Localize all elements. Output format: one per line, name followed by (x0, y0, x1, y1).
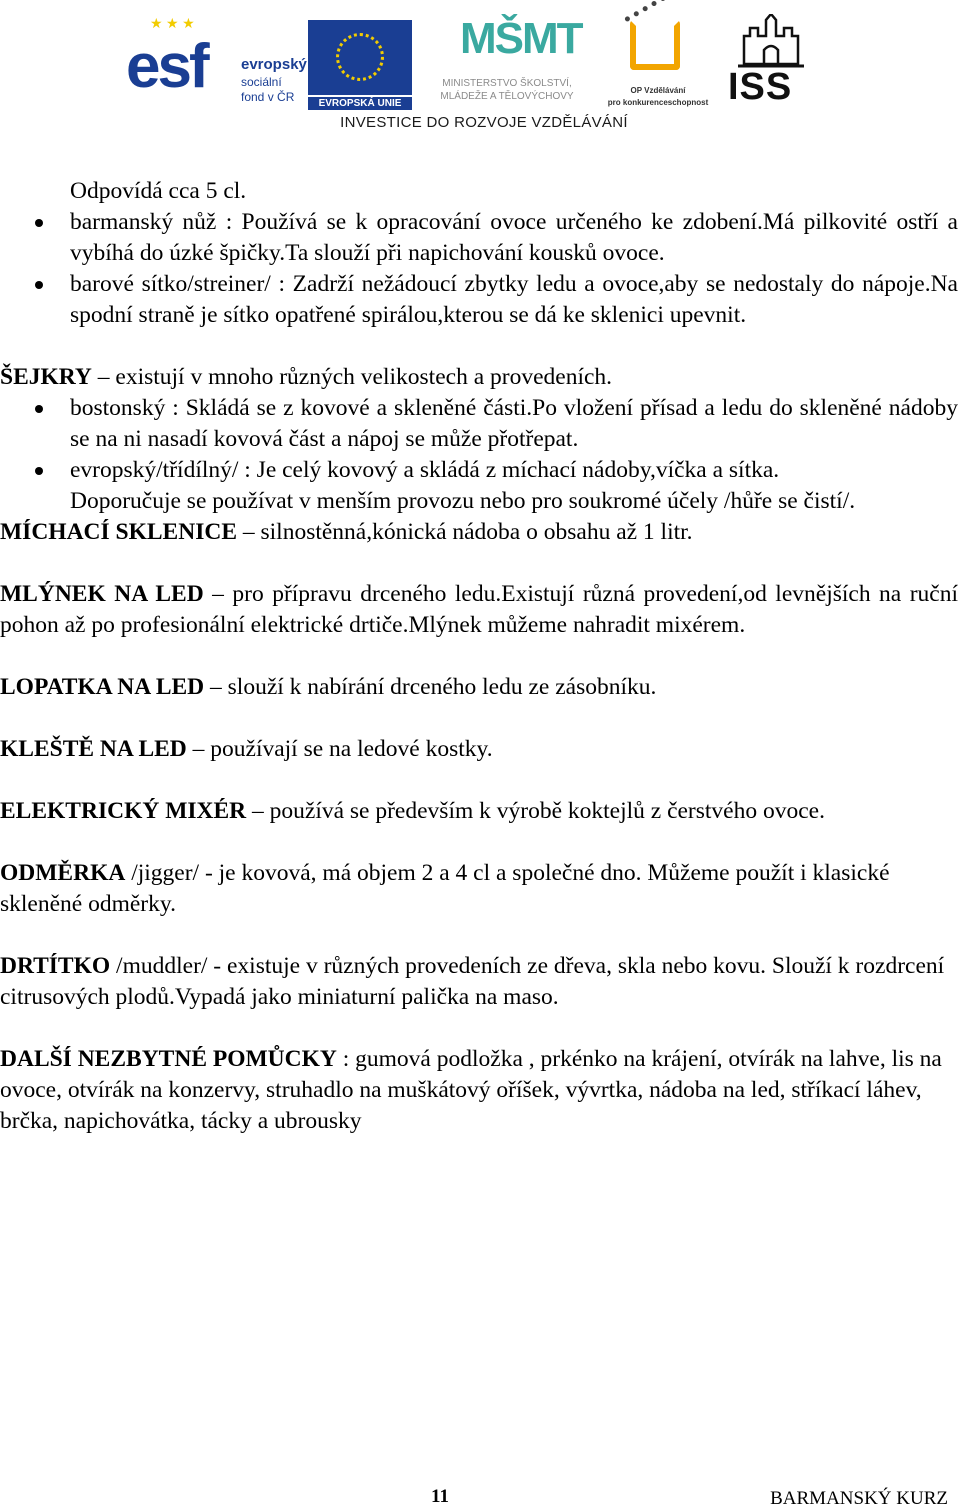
page-number: 11 (431, 1486, 449, 1507)
bullet-icon (35, 405, 43, 413)
list-item (0, 269, 958, 331)
term-text: – slouží k nabírání drceného ledu ze zásobníku. (204, 674, 657, 700)
list-item (0, 455, 958, 486)
list-item (0, 393, 958, 455)
list-item-text: barové sítko/streiner/ : Zadrží nežádoucí zbytky ledu a ovoce,aby se nedostaly do nápoje.Na spodní straně je sítko opatřené spirálou,kterou se dá ke sklenici upevnit. (70, 271, 958, 328)
ice-tongs-paragraph (0, 734, 958, 765)
blender-paragraph (0, 796, 958, 827)
esf-wordmark: esf (126, 32, 207, 101)
msmt-line-1: MINISTERSTVO ŠKOLSTVÍ, (442, 78, 572, 89)
op-line-1: OP Vzdělávání (630, 86, 686, 95)
footer-title: BARMANSKÝ KURZ (770, 1488, 948, 1509)
list-continuation: Doporučuje se používat v menším provozu nebo pro soukromé účely /hůře se čistí/. (70, 488, 856, 514)
intro-line: Odpovídá cca 5 cl. (70, 178, 247, 204)
logo-banner (118, 12, 830, 137)
term-heading: ELEKTRICKÝ MIXÉR (0, 798, 247, 824)
term-heading: MLÝNEK NA LED (0, 581, 204, 607)
bullet-icon (35, 467, 43, 475)
star-icon: ★ ★ ★ (150, 17, 195, 32)
ice-scoop-paragraph (0, 672, 958, 703)
msmt-mark: MŠMT (460, 14, 582, 63)
msmt-logo (418, 12, 596, 112)
eu-logo (308, 20, 412, 112)
ice-mill-paragraph (0, 579, 958, 641)
term-heading: MÍCHACÍ SKLENICE (0, 519, 237, 545)
term-text: /jigger/ - je kovová, má objem 2 a 4 cl a společné dno. Můžeme použít i klasické skleněné odměrky. (0, 860, 890, 917)
term-heading: ODMĚRKA (0, 860, 126, 886)
esf-logo (126, 18, 311, 113)
term-heading: DRTÍTKO (0, 953, 111, 979)
term-heading: ŠEJKRY (0, 364, 92, 390)
iss-wordmark: ISS (728, 66, 793, 108)
term-heading: KLEŠTĚ NA LED (0, 736, 187, 762)
esf-line-2: sociální (241, 75, 282, 89)
eu-label: EVROPSKÁ UNIE (308, 97, 412, 110)
list-item-text: evropský/třídílný/ : Je celý kovový a skládá z míchací nádoby,víčka a sítka. (70, 457, 780, 483)
term-text: – silnostěnná,kónická nádoba o obsahu až 1 litr. (237, 519, 693, 545)
term-heading: LOPATKA NA LED (0, 674, 205, 700)
term-text: – pro přípravu drceného ledu.Existují různá provedení,od levnějších na ruční pohon až po profesionální elektrické drtiče.Mlýnek můžeme nahradit mixérem. (0, 581, 958, 638)
term-text: – existují v mnoho různých velikostech a provedeních. (91, 364, 613, 390)
document-body (0, 176, 958, 1137)
mixing-glass-paragraph (0, 517, 958, 548)
iss-logo (722, 14, 822, 114)
other-tools-paragraph (0, 1044, 958, 1137)
list-item (0, 207, 958, 269)
list-item-text: bostonský : Skládá se z kovové a skleněné části.Po vložení přísad a ledu do skleněné nádoby se na ni nasadí kovová část a nápoj se může přotřepat. (70, 395, 958, 452)
op-line-2: pro konkurenceschopnost (607, 98, 709, 107)
muddler-paragraph (0, 951, 958, 1013)
list-item-text: barmanský nůž : Používá se k opracování ovoce určeného ke zdobení.Má pilkovité ostří a vybíhá do úzké špičky.Ta slouží při napichování kousků ovoce. (70, 209, 958, 266)
term-text: – používají se na ledové kostky. (186, 736, 493, 762)
bullet-icon (35, 219, 43, 227)
slogan: INVESTICE DO ROZVOJE VZDĚLÁVÁNÍ (340, 114, 628, 131)
msmt-line-2: MLÁDEŽE A TĚLOVÝCHOVY (440, 91, 574, 102)
term-text: : gumová podložka , prkénko na krájení, otvírák na lahve, lis na ovoce, otvírák na konzervy, struhadlo na muškátový oříšek, vývrtka, nádoba na led, stříkací láhev, brčka, napichovátka, tácky a ubrousky (0, 1046, 942, 1134)
eu-flag-icon (308, 20, 412, 95)
esf-line-3: fond v ČR (241, 90, 295, 104)
term-text: – používá se především k výrobě koktejlů z čerstvého ovoce. (246, 798, 825, 824)
term-heading: DALŠÍ NEZBYTNÉ POMŮCKY (0, 1046, 337, 1072)
bullet-icon (35, 281, 43, 289)
jigger-paragraph (0, 858, 958, 920)
term-text: /muddler/ - existuje v různých provedeních ze dřeva, skla nebo kovu. Slouží k rozdrcení citrusových plodů.Vypadá jako miniaturní palička na maso. (0, 953, 945, 1010)
castle-icon (736, 14, 806, 68)
esf-line-1: evropský (241, 56, 307, 73)
shakers-paragraph (0, 362, 958, 393)
op-logo (602, 18, 714, 113)
